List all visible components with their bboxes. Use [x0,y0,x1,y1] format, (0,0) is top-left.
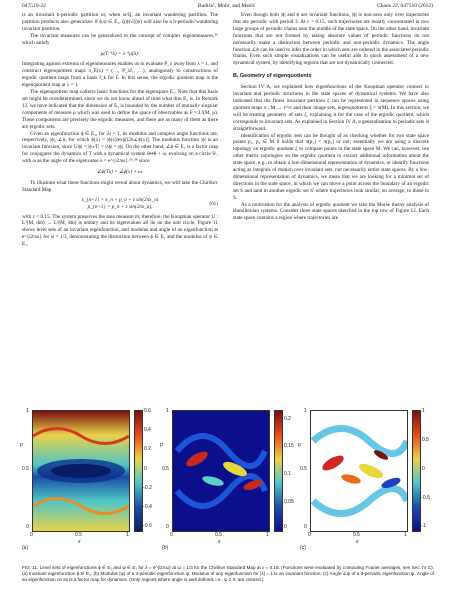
section-heading: B. Geometry of eigenquotients [233,73,312,80]
panel-a [22,402,158,552]
x-tick: 0.5 [215,532,222,538]
panel-c [300,402,434,552]
cbar-tick: 0.4 [144,427,151,433]
panel-b [162,402,298,552]
x-tick: 0 [30,532,33,538]
running-header-journal: Chaos 22, 047510 (2012) [377,3,433,9]
cbar-tick: 0.5 [422,437,429,443]
colorbar-c [412,410,421,532]
paragraph: The invariant measures can be generalized to the concept of complex eigenmeasures,³⁶ which satisfy [22,32,218,46]
cbar-tick: 1 [422,408,425,414]
cbar-tick: −0.5 [420,495,430,501]
cbar-tick: 0 [284,524,287,530]
y-axis-label: p [298,442,301,448]
cbar-tick: −1 [420,523,426,529]
paragraph: is an invariant b-periodic partition or, when ω/Q, an invariant wandering partition. The partition products also generalize: if ϕ,ψ ∈ E₁, ζ(ϕ)√ζ(ψ) will also be a b-periodic/wandering invariant partition. [22,12,218,32]
x-axis-label: x [356,539,359,545]
plot-b-heatmap [172,410,270,532]
plot-a-heatmap [32,410,130,532]
paragraph: The eigenquotient map collects basic functions for the eigenspace E₁. Note that this basis set might be overdetermined, since we do not know ahead of time what dim E₁ is. In Remark 12, we have indicated that the dimension of E₁ is bounded by the number of mutually singular components of measure μ which was used to define the space of observables as F = L²(M, μ). These components are precisely the ergodic measures, and there are as many of them as there are ergodic sets. [22,89,218,130]
cbar-tick: 0 [144,466,147,472]
paragraph: To illustrate what these functions might reveal about dynamics, we will take the Chirikov Standard Map [22,179,218,193]
equation-line: p_{n+1} = p_n + ε sin(2πx_n), [87,203,153,210]
equation: ∠ϕ(Tx) = ∠ϕ(x) + ω. [96,169,144,176]
equation-number: (61) [209,200,218,207]
paragraph: Integrating against extrema of eigenmeasures enables us to evaluate P_λ away from λ = 1, and construct eigenquotient maps π_E(x) = (…, P_λf₁, …), analogously to constructions of ergodic quotient maps from a basis f_k for F. In this sense, the ergodic quotient map is the eigenquotient map at λ = 1. [22,61,218,89]
cbar-tick: −0.2 [142,485,152,491]
y-tick: 0.5 [162,466,169,472]
colorbar-a [134,410,143,532]
x-tick: 0 [170,532,173,538]
cbar-tick: 0.05 [284,499,294,505]
cbar-tick: −0.4 [142,504,152,510]
y-tick: 0.5 [22,466,29,472]
x-tick: 1 [404,532,407,538]
plot-b-image [173,411,269,531]
cbar-tick: 0.15 [284,443,294,449]
running-header-authors: Budišić, Mohr, and Mezić [197,3,256,9]
plot-c-image [311,411,407,531]
y-tick: 0 [166,524,169,530]
colorbar-b [274,410,283,532]
x-tick: 0 [308,532,311,538]
x-axis-label: x [218,539,221,545]
x-tick: 0.5 [75,532,82,538]
running-header-page-id: 047510-22 [22,3,46,9]
y-tick: 0 [26,524,29,530]
equation-line: x_{n+1} = x_n + p_n + ε sin(2πx_n) [81,196,159,203]
left-column [22,12,218,248]
x-axis-label: x [78,539,81,545]
cbar-tick: −0.6 [142,523,152,529]
y-axis-label: p [160,442,163,448]
cbar-tick: 0.6 [144,408,151,414]
figure-caption: FIG. 11. Level sets of eigenfunctions ϕ ∈ E₁ and ψ ∈ E₁ for λ = e^{i2πω} at ω = 1/3 for the Chirikov Standard Map at ε = 0.15. (Functions were evaluated by computing Fourier averages, see Sec. IV C). (a) Invariant eigenfunction ϕ ∈ E₁. (b) Modulus |ψ| of a 3-periodic eigenfunction ψ. Modulus of any eigenfunction for |λ| = 1 is an invariant function. (c) Angle ∠ψ of a 3-periodic eigenfunction ψ. Angle of an eigenfunction on its is a factor map for dynamics. (Only regions where angle is well defined, i.e., ψ ≠ 0, are colored.) [22,565,434,582]
equation-61 [22,197,218,211]
panel-label: (a) [22,545,29,551]
paragraph: with ε = 0.15. The system preserves the area measure m; therefore, the Koopman operator U : L²(M, dm) → L²(M, dm) is unitary and its eigenvalues all lie on the unit circle. Figure 11 shows level sets of an invariant eigenfunction, and modulus and angle of an eigenfunction at e^{i2πω} for ω = 1/3, demonstrating the distinction between ϕ ∈ E₁ and the modulus of ψ ∈ E₁. [22,213,218,248]
panel-label: (b) [162,545,169,551]
paragraph: Given an eigenfunction ϕ ∈ E₁, for |λ| = 1, its modulus and complex angle functions are, respectively, |ϕ|, ∠ϕ, for which ϕ(x) = |ϕ(x)|exp[i2π∠ϕ(x)]. The modulus function |ϕ| is an invariant function, since U|ϕ| = |ϕ∘T| = |λϕ| = |ϕ|. On the other hand, ∠ϕ ∈ E₁ is a factor map for conjugates the dynamics of T with a dynamical system θ↦θ + ω, evolving on a circle S¹, with ω as the angle of the eigenvalue λ = e^{i2πω}.³⁶˒³⁸ since [22,130,218,165]
right-column [233,12,429,222]
paragraph: As a motivation for the analysis of ergodic quotient we take the Morse theory analysis of Hamiltonian systems. Consider three state spaces sketched in the top row of Figure 12. Each state space contains a region where trajectories are [233,201,429,222]
y-tick: 1 [26,408,29,414]
equation: μ(T⁻¹S) = λ⁻¹μ(S). [100,50,140,57]
y-tick: 0 [304,524,307,530]
cbar-tick: 0.1 [284,471,291,477]
cbar-tick: 0.2 [144,446,151,452]
plot-c-heatmap [310,410,408,532]
cbar-tick: 0.2 [284,416,291,422]
paragraph: Identification of ergodic sets can be thought of as checking whether for two state space points p₁, p₂ ∈ M it holds that π(p₁) = π(p₂) or not; essentially we are using a discrete topology on ergodic quotient ξ to compare points in the state space M. We can, however, use other metric topologies on the ergodic quotient to extract additional information about the state space, e.g., to obtain a low-dimensional representation of dynamics, or identify functions acting as integrals of motion over invariant sets, not necessarily entire state spaces. By a low-dimensional representation of dynamics, we mean that we are looking for a minimal set of directions in the state space, in which we can move a point across the boundary of an ergodic set S and land in another ergodic set S′ where trajectories look similar, on average, to those in S. [233,132,429,201]
x-tick: 0.5 [353,532,360,538]
x-tick: 1 [266,532,269,538]
y-tick: 0.5 [300,466,307,472]
paragraph: Section IV A, we explained how eigenfunctions of the Koopman operator connect to invariant and periodic structures in the state spaces of dynamical systems. We have also indicated that the finest invariant partition ζ can be represented in sequence spaces using quotient maps π : M → ℓ^∞ and their image sets, eigenquotients ξ = π(M). In this section, we will be treating geometry of sets ξ, explaining it for the case of the ergodic quotient, which corresponds to invariant sets. As explained in Section IV A, a generalization to periodic sets is straightforward. [233,84,429,132]
cbar-tick: 0 [422,466,425,472]
y-tick: 1 [166,408,169,414]
x-tick: 1 [126,532,129,538]
panel-label: (c) [300,545,306,551]
plot-a-image [33,411,129,531]
y-tick: 1 [304,408,307,414]
paragraph: Even though both |ϕ| and ϕ are invariant functions, |ϕ| is non-zero only over trajectories that are periodic with period 3. At ε = 0.15, such trajectories are mostly concentrated in two large groups of periodic chains near the middle of the state space. On the other hand, invariant functions that are not formed by taking absolute values of periodic functions do not necessarily make a distinction between periodic and non-periodic dynamics. The angle function ∠ϕ can be used to infer the order in which sets are ordered in the associated periodic chains. Even such simple visualizations can be useful aids in quick assessment of a new dynamical system, by identifying regions that are not dynamically connected. [233,12,429,67]
y-axis-label: p [20,442,23,448]
figure-11 [22,402,434,562]
